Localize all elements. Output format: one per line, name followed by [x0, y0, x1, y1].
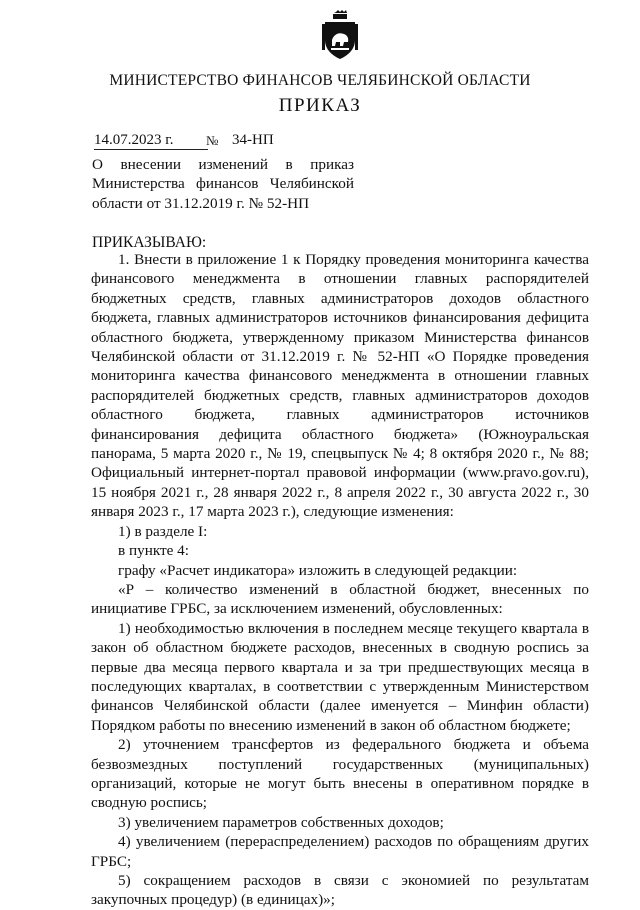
document-type-title: ПРИКАЗ [278, 95, 362, 116]
paragraph-exception-3: 3) увеличением параметров собственных доходов; [118, 813, 444, 831]
decree-heading: ПРИКАЗЫВАЮ: [92, 234, 207, 251]
paragraph-exception-5: 5) сокращением расходов в связи с экономией по результатам закупочных процедур) (в единицах)»; [91, 872, 589, 909]
order-date: 14.07.2023 г. [94, 132, 174, 148]
paragraph-column-edit: графу «Расчет индикатора» изложить в следующей редакции: [118, 561, 518, 579]
ministry-name: МИНИСТЕРСТВО ФИНАНСОВ ЧЕЛЯБИНСКОЙ ОБЛАСТИ [109, 72, 531, 89]
subject-line-1: О внесении изменений в приказ [92, 156, 354, 173]
paragraph-point-4: в пункте 4: [118, 542, 189, 560]
order-number-label: № [206, 133, 219, 148]
subject-line-2: Министерства финансов Челябинской [92, 175, 354, 193]
order-date-number-line [94, 131, 274, 150]
paragraph-indicator-definition: «Р – количество изменений в областной бюджет, внесенных по инициативе ГРБС, за исключением изменений, обусловленных: [91, 580, 589, 618]
number-underline [138, 149, 208, 150]
order-subject [92, 155, 354, 213]
subject-line-3: области от 31.12.2019 г. № 52-НП [92, 194, 310, 212]
order-number: 34-НП [232, 132, 274, 148]
paragraph-exception-1: 1) необходимостью включения в последнем месяце текущего квартала в закон об областном бюджете расходов, внесенных в сводную роспись за первые два месяца первого квартала и за три предшествующих месяца в последующих кварталах, в соответствии с утвержденным Министерством финансов Челябинской области (далее именуется – Минфин области) Порядком работы по внесению изменений в закон об областном бюджете; [91, 619, 589, 734]
chelyabinsk-coat-of-arms-icon [322, 10, 358, 60]
paragraph-section-1: 1) в разделе I: [118, 522, 208, 540]
paragraph-item-1: 1. Внести в приложение 1 к Порядку проведения мониторинга качества финансового менеджмента в отношении главных распорядителей бюджетных средств, главных администраторов доходов областного бюджета, главных администраторов источников финансирования дефицита областного бюджета, утвержденному приказом Министерства финансов Челябинской области от 31.12.2019 г. № 52-НП «О Порядке проведения мониторинга качества финансового менеджмента в отношении главных распорядителей бюджетных средств, главных администраторов доходов областного бюджета, главных администраторов источников финансирования дефицита областного бюджета» (Южноуральская панорама, 5 марта 2020 г., № 19, спецвыпуск № 4; 8 октября 2020 г., № 88; Официальный интернет-портал правовой информации (www.pravo.gov.ru), 15 ноября 2021 г., 28 января 2022 г., 8 апреля 2022 г., 30 августа 2022 г., 30 января 2023 г., 17 марта 2023 г.), следующие изменения: [91, 251, 589, 521]
paragraph-exception-4: 4) увеличением (перераспределением) расходов по обращениям других ГРБС; [91, 833, 589, 870]
paragraph-exception-2: 2) уточнением трансфертов из федерального бюджета и объема безвозмездных поступлений государственных (муниципальных) организаций, которые не могут быть внесены в оперативном порядке в сводную роспись; [91, 736, 589, 812]
order-body [91, 250, 589, 910]
